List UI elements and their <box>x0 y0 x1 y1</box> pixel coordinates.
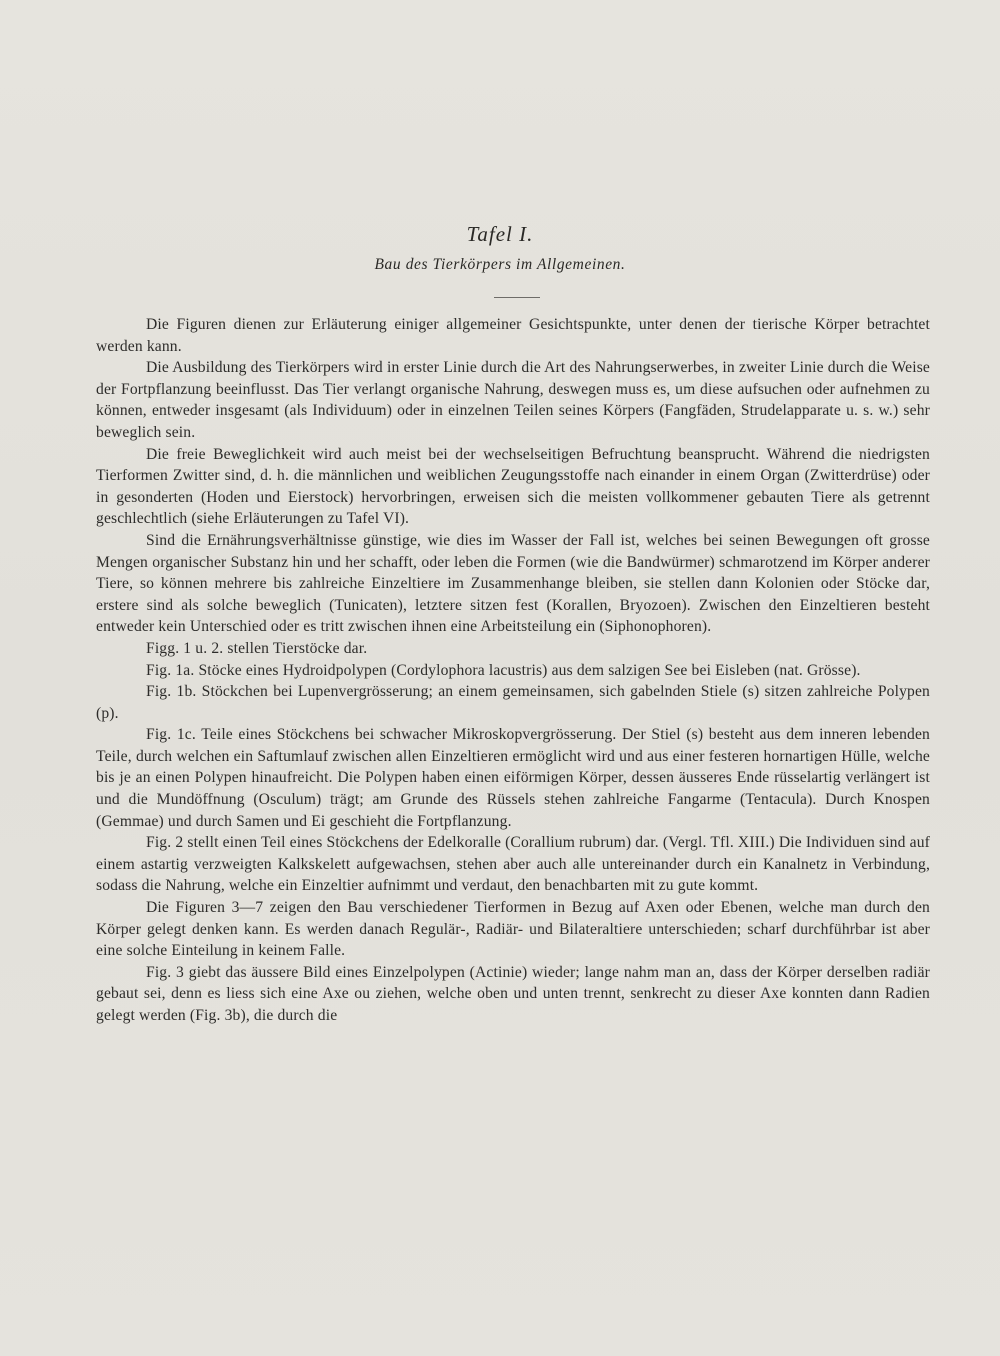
title-divider <box>494 297 540 298</box>
paragraph-figuren-3-7: Die Figuren 3—7 zeigen den Bau verschiedener Tierformen in Bezug auf Axen oder Ebenen, welche man durch den Körper gelegt denken kann. Es werden danach Regulär-, Radiär- und Bilateraltiere unterschieden; scharf durchführbar ist aber eine solche Einteilung in keinem Falle. <box>96 899 930 960</box>
paragraph-fig-1b: Fig. 1b. Stöckchen bei Lupenvergrösserung; an einem gemeinsamen, sich gabelnden Stiele (s) sitzen zahlreiche Polypen (p). <box>96 683 930 722</box>
paragraph-fig-1c: Fig. 1c. Teile eines Stöckchens bei schwacher Mikroskopvergrösserung. Der Stiel (s) besteht aus dem inneren lebenden Teile, durch welchen ein Saftumlauf zwischen allen Einzeltieren ermöglicht wird und aus einer festeren hornartigen Hülle, welche bis je an einen Polypen hinaufreicht. Die Polypen haben einen eiförmigen Körper, dessen äusseres Ende rüsselartig verlängert ist und die Mundöffnung (Osculum) trägt; am Grunde des Rüssels stehen zahlreiche Fangarme (Tentacula). Durch Knospen (Gemmae) und durch Samen und Ei geschieht die Fortpflanzung. <box>96 726 930 830</box>
paragraph-beweglichkeit: Die freie Beweglichkeit wird auch meist bei der wechselseitigen Befruchtung beansprucht. Während die niedrigsten Tierformen Zwitter sind, d. h. die männlichen und weiblichen Zeugungsstoffe nach einander in einem Organ (Zwitterdrüse) oder in gesonderten (Hoden und Eierstock) hervorbringen, erweisen sich die meisten vollkommener gebauten Tiere als getrennt geschlechtlich (siehe Erläuterungen zu Tafel VI). <box>96 445 930 528</box>
paragraph-fig-1a: Fig. 1a. Stöcke eines Hydroidpolypen (Cordylophora lacustris) aus dem salzigen See bei Eisleben (nat. Grösse). <box>146 661 861 679</box>
plate-subtitle: Bau des Tierkörpers im Allgemeinen. <box>374 256 626 273</box>
paragraph-intro: Die Figuren dienen zur Erläuterung einiger allgemeiner Gesichtspunkte, unter denen der tierische Körper betrachtet werden kann. <box>96 316 930 355</box>
paragraph-ausbildung: Die Ausbildung des Tierkörpers wird in erster Linie durch die Art des Nahrungserwerbes, in zweiter Linie durch die Weise der Fortpflanzung beeinflusst. Das Tier verlangt organische Nahrung, deswegen muss es, um diese aufsuchen oder aufnehmen zu können, entweder insgesamt (als Individuum) oder in einzelnen Teilen seines Körpers (Fangfäden, Strudelapparate u. s. w.) sehr beweglich sein. <box>96 359 930 441</box>
paragraph-ernaehrung: Sind die Ernährungsverhältnisse günstige, wie dies im Wasser der Fall ist, welches bei seinen Bewegungen oft grosse Mengen organischer Substanz hin und her schafft, oder leben die Formen (wie die Bandwürmer) schmarotzend im Körper anderer Tiere, so können mehrere bis zahlreiche Einzeltiere im Zusammenhange bleiben, sie stellen dann Kolonien oder Stöcke dar, erstere sind als solche beweglich (Tunicaten), letztere sitzen fest (Korallen, Bryozoen). Zwischen den Einzeltieren besteht entweder kein Unterschied oder es tritt zwischen ihnen eine Arbeitsteilung ein (Siphonophoren). <box>96 531 930 636</box>
paragraph-figg-1-2: Figg. 1 u. 2. stellen Tierstöcke dar. <box>146 639 368 657</box>
body-text <box>96 314 930 1027</box>
paragraph-fig-3: Fig. 3 giebt das äussere Bild eines Einzelpolypen (Actinie) wieder; lange nahm man an, dass der Körper derselben radiär gebaut sei, denn es liess sich eine Axe ou ziehen, welche oben und unten trennt, senkrecht zu dieser Axe konnten dann Radien gelegt werden (Fig. 3b), die durch die <box>96 963 930 1024</box>
paragraph-fig-2: Fig. 2 stellt einen Teil eines Stöckchens der Edelkoralle (Corallium rubrum) dar. (Vergl. Tfl. XIII.) Die Individuen sind auf einem astartig verzweigten Kalkskelett aufgewachsen, stehen aber auch alle untereinander durch ein Kanalnetz in Verbindung, sodass die Nahrung, welche ein Einzeltier aufnimmt und verdaut, den benachbarten mit zu gute kommt. <box>96 834 930 895</box>
plate-title: Tafel I. <box>466 222 534 246</box>
